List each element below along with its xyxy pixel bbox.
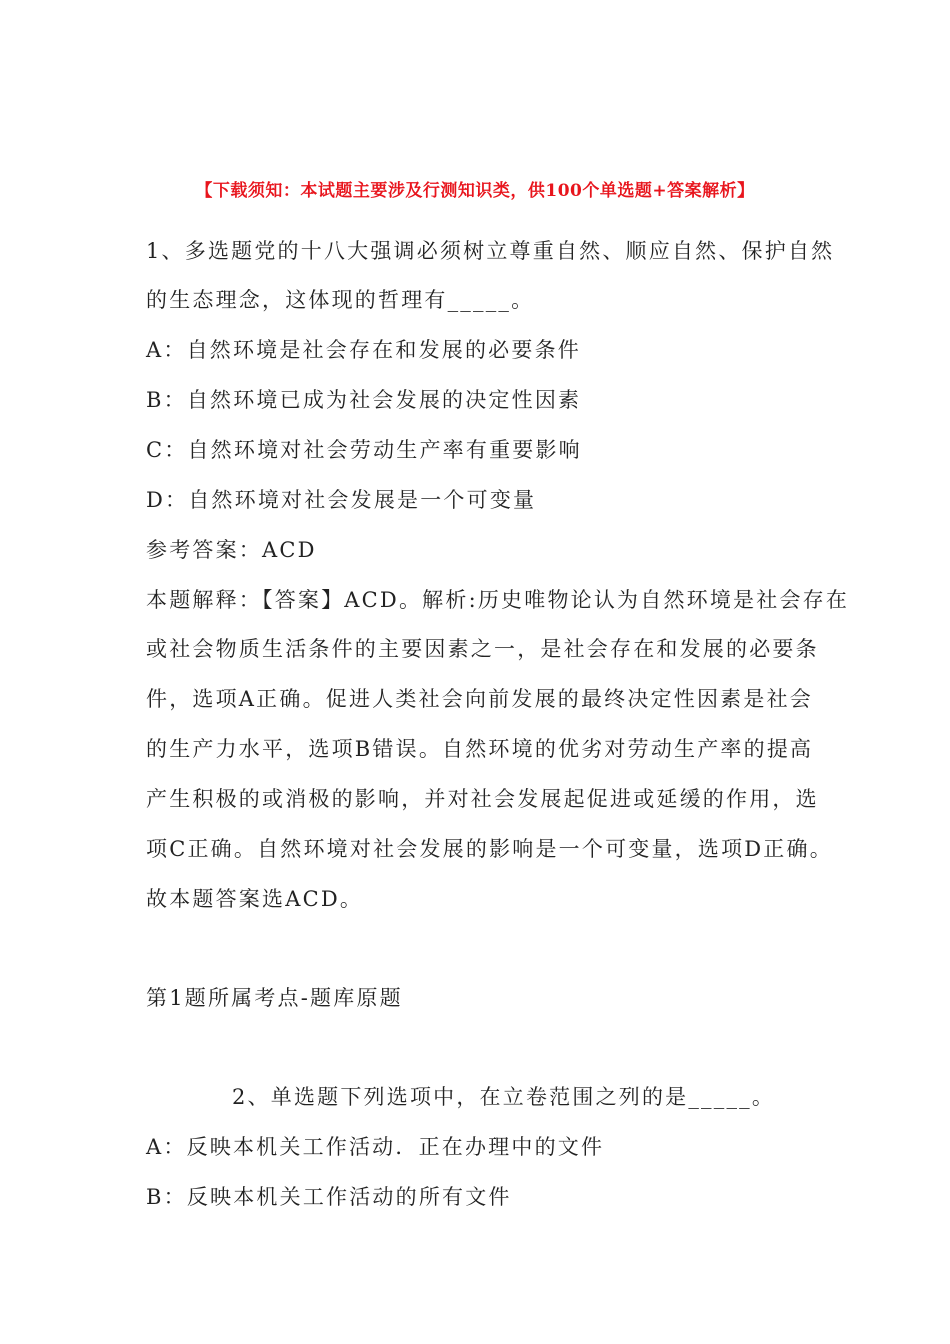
question-1-explanation-line-3: 件，选项A正确。促进人类社会向前发展的最终决定性因素是社会 [146,687,813,711]
question-1-stem-line-1: 1、多选题党的十八大强调必须树立尊重自然、顺应自然、保护自然 [146,239,835,263]
download-notice: 【下载须知：本试题主要涉及行测知识类，供100个单选题+答案解析】 [195,181,755,201]
question-1-explanation-line-7: 故本题答案选ACD。 [146,887,364,911]
question-1-answer: 参考答案：ACD [146,538,317,562]
question-1-option-d: D：自然环境对社会发展是一个可变量 [146,488,537,512]
question-2-option-a: A：反映本机关工作活动．正在办理中的文件 [146,1135,605,1159]
question-1-explanation-line-1: 本题解释：【答案】ACD。解析:历史唯物论认为自然环境是社会存在 [146,588,850,612]
question-2-option-b: B：反映本机关工作活动的所有文件 [146,1185,512,1209]
question-1-explanation-line-5: 产生积极的或消极的影响，并对社会发展起促进或延缓的作用，选 [146,787,819,811]
question-1-option-a: A：自然环境是社会存在和发展的必要条件 [146,338,581,362]
question-1-topic: 第1题所属考点-题库原题 [146,986,403,1010]
question-1-explanation-line-2: 或社会物质生活条件的主要因素之一，是社会存在和发展的必要条 [146,637,819,661]
question-1-explanation-line-6: 项C正确。自然环境对社会发展的影响是一个可变量，选项D正确。 [146,837,833,861]
question-2-stem: 2、单选题下列选项中，在立卷范围之列的是_____。 [232,1085,776,1109]
question-1-stem-line-2: 的生态理念，这体现的哲理有_____。 [146,288,535,312]
question-1-option-b: B：自然环境已成为社会发展的决定性因素 [146,388,582,412]
question-1-option-c: C：自然环境对社会劳动生产率有重要影响 [146,438,582,462]
question-1-explanation-line-4: 的生产力水平，选项B错误。自然环境的优劣对劳动生产率的提高 [146,737,814,761]
